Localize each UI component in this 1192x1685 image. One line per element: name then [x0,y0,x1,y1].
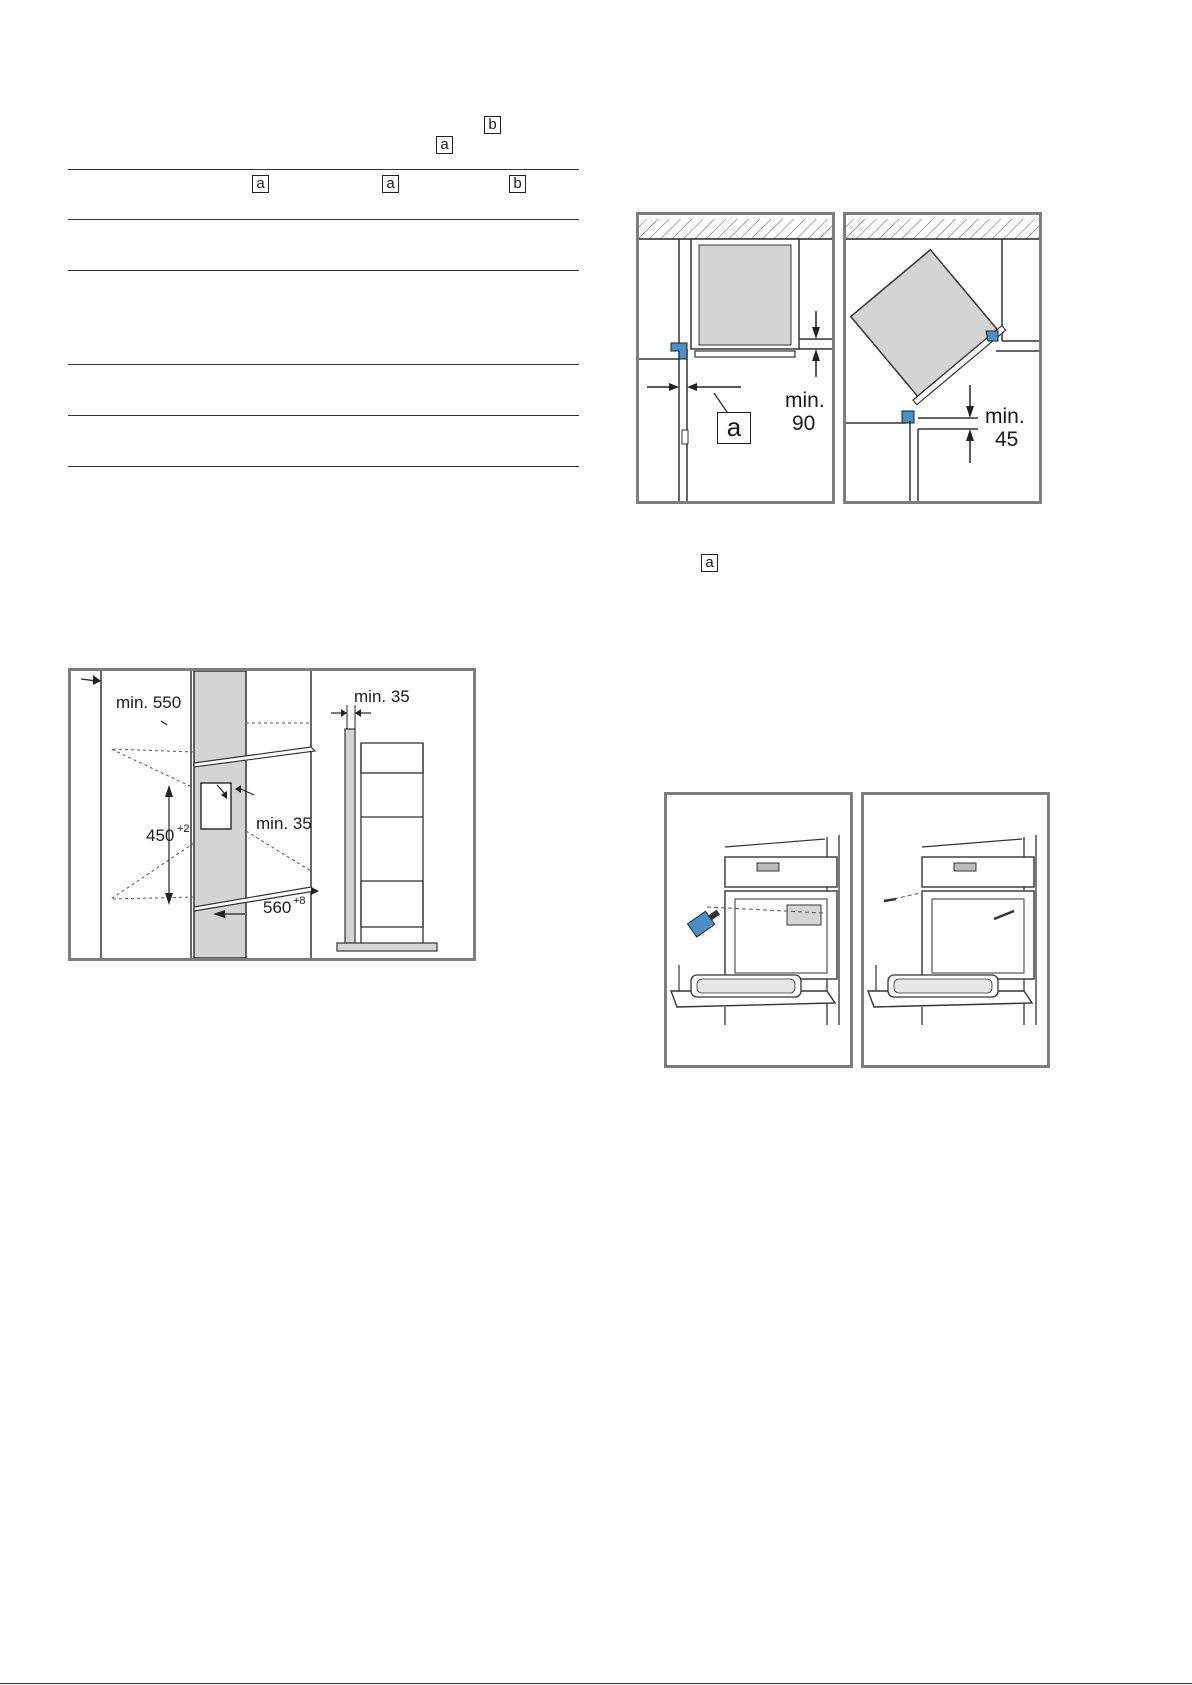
dim-vent-mid-35: min. 35 [256,814,312,833]
dim-depth-550: min. 550 [116,693,182,712]
label-a-mid: a [701,554,718,572]
table-rule [68,364,579,365]
table-rule [68,415,579,416]
dim-height-tolerance: +2 [177,823,190,835]
label-b-top: b [484,116,501,134]
table-rule [68,270,579,271]
table-header-b: b [509,175,526,193]
figure-niche-dimensions [68,668,476,961]
table-rule [68,219,579,220]
dim-min-label-left: min. [785,389,825,412]
figure-door-clearance-angled [843,212,1042,504]
table-header-a-2: a [382,175,399,193]
dim-height-450: 450 [146,826,175,845]
dim-value-45: 45 [995,428,1019,451]
page-bottom-rule [0,1683,1192,1684]
dim-min-label-right: min. [985,405,1025,428]
figure-door-clearance-straight [636,212,835,504]
dim-width-tolerance: +8 [293,895,306,907]
callout-a-box: a [717,412,751,444]
label-a-top: a [436,136,453,154]
dim-value-90: 90 [792,412,816,435]
dim-vent-side-35: min. 35 [354,687,410,706]
figure-fixing-step-2 [861,792,1050,1068]
table-header-a-1: a [252,175,269,193]
table-rule [68,169,579,170]
table-rule [68,466,579,467]
figure-fixing-step-1 [664,792,853,1068]
dim-width-560: 560 [263,898,292,917]
